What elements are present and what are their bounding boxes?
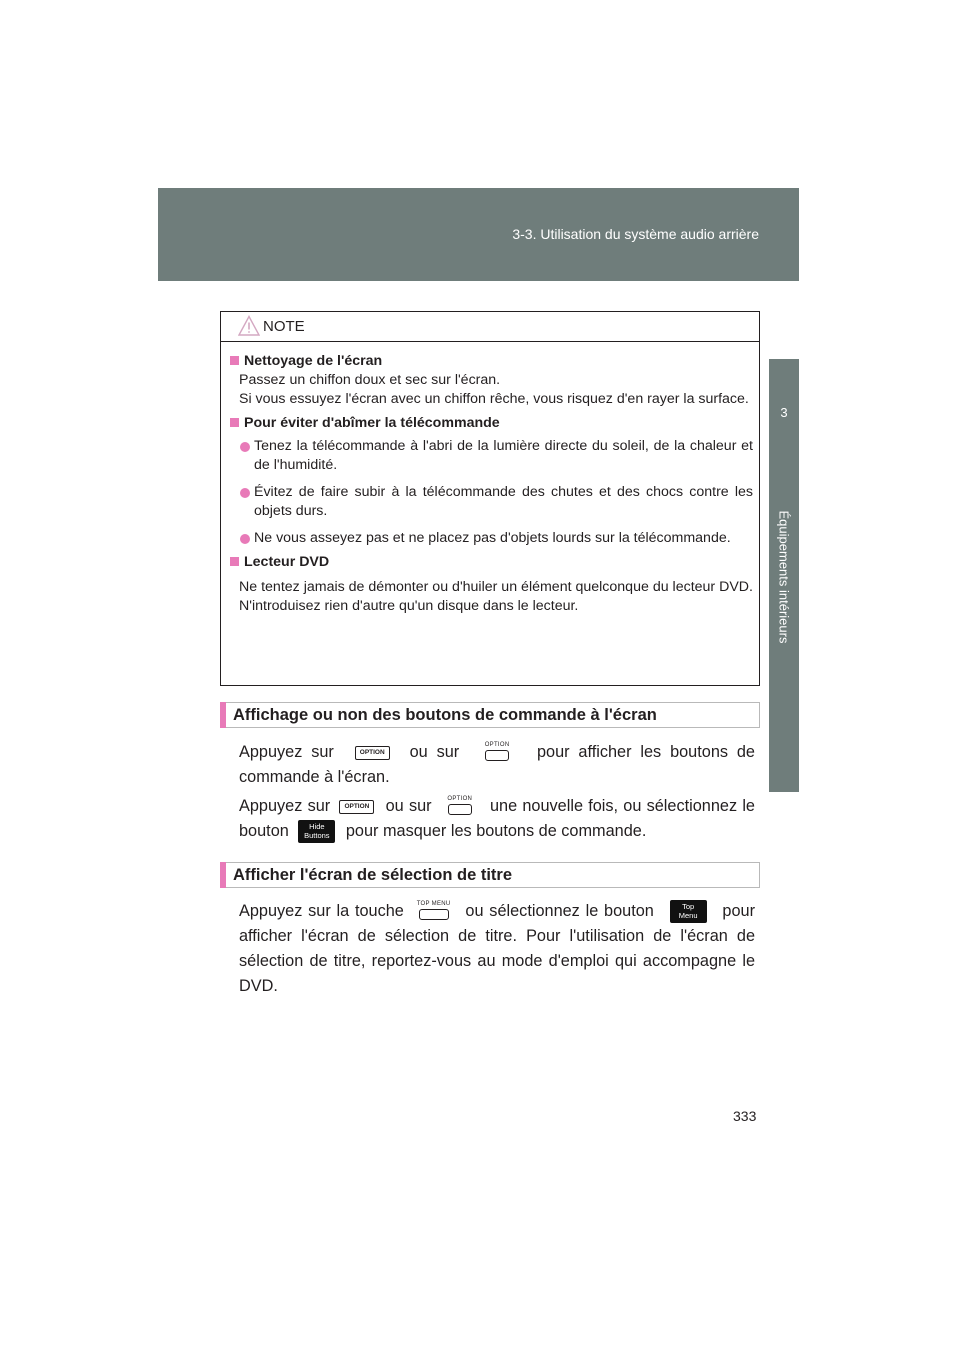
remote-option-key-icon: OPTION	[443, 796, 477, 818]
square-bullet-icon	[230, 356, 239, 365]
note-paragraph: Si vous essuyez l'écran avec un chiffon rêche, vous risquez d'en rayer la surface.	[239, 391, 749, 407]
note-heading-cleaning: Nettoyage de l'écran	[230, 352, 753, 371]
chapter-header-band	[158, 188, 799, 281]
option-button-icon: OPTION	[339, 800, 374, 814]
note-header	[221, 312, 759, 342]
page-number: 333	[733, 1108, 757, 1124]
round-bullet-icon	[240, 442, 250, 452]
note-bullet: Évitez de faire subir à la télécommande des chutes et des chocs contre les objets durs.	[230, 483, 753, 521]
hide-buttons-button-icon: Hide Buttons	[298, 820, 335, 843]
section-title: Affichage ou non des boutons de commande à l'écran	[233, 706, 657, 724]
note-heading-dvd: Lecteur DVD	[230, 553, 753, 572]
note-label: NOTE	[263, 318, 305, 335]
note-paragraph: Ne tentez jamais de démonter ou d'huiler un élément quelconque du lecteur DVD. N'introduisez rien d'autre qu'un disque dans le lecteur.	[239, 579, 753, 614]
remote-top-menu-key-icon: TOP MENU	[414, 901, 454, 923]
side-tab-divider	[769, 357, 799, 359]
chapter-title: 3-3. Utilisation du système audio arrière	[512, 226, 759, 242]
chapter-side-tab	[769, 357, 799, 792]
note-bullet: Ne vous asseyez pas et ne placez pas d'objets lourds sur la télécommande.	[230, 529, 753, 548]
option-button-icon: OPTION	[355, 746, 390, 760]
round-bullet-icon	[240, 488, 250, 498]
chapter-side-label: Équipements intérieurs	[776, 510, 792, 644]
note-heading-remote: Pour éviter d'abîmer la télécommande	[230, 414, 753, 433]
note-body	[221, 342, 759, 616]
section-title: Afficher l'écran de sélection de titre	[233, 866, 513, 884]
remote-option-key-icon: OPTION	[480, 742, 514, 764]
square-bullet-icon	[230, 557, 239, 566]
heading-accent-bar	[220, 862, 226, 888]
warning-triangle-icon	[238, 315, 260, 337]
round-bullet-icon	[240, 534, 250, 544]
section-heading-title-screen	[220, 862, 760, 888]
paragraph-hide-buttons: Appuyez sur OPTION ou sur OPTION une nouvelle fois, ou sélectionnez le bouton Hide Buttons pour masquer les boutons de commande.	[239, 794, 755, 844]
top-menu-button-icon: Top Menu	[670, 900, 707, 923]
square-bullet-icon	[230, 418, 239, 427]
heading-accent-bar	[220, 702, 226, 728]
section-heading-show-buttons	[220, 702, 760, 728]
note-bullet: Tenez la télécommande à l'abri de la lumière directe du soleil, de la chaleur et de l'humidité.	[230, 437, 753, 475]
note-paragraph: Passez un chiffon doux et sec sur l'écran.	[239, 372, 501, 388]
chapter-number: 3	[780, 405, 788, 420]
paragraph-show-buttons: Appuyez sur OPTION ou sur OPTION pour afficher les boutons de commande à l'écran.	[239, 741, 755, 786]
paragraph-title-screen: Appuyez sur la touche TOP MENU ou sélectionnez le bouton Top Menu pour afficher l'écran de sélection de titre. Pour l'utilisation de l'écran de sélection de titre, reportez-vous au mode d'emploi qui accompagne le DVD.	[239, 900, 755, 995]
note-box	[220, 311, 760, 686]
